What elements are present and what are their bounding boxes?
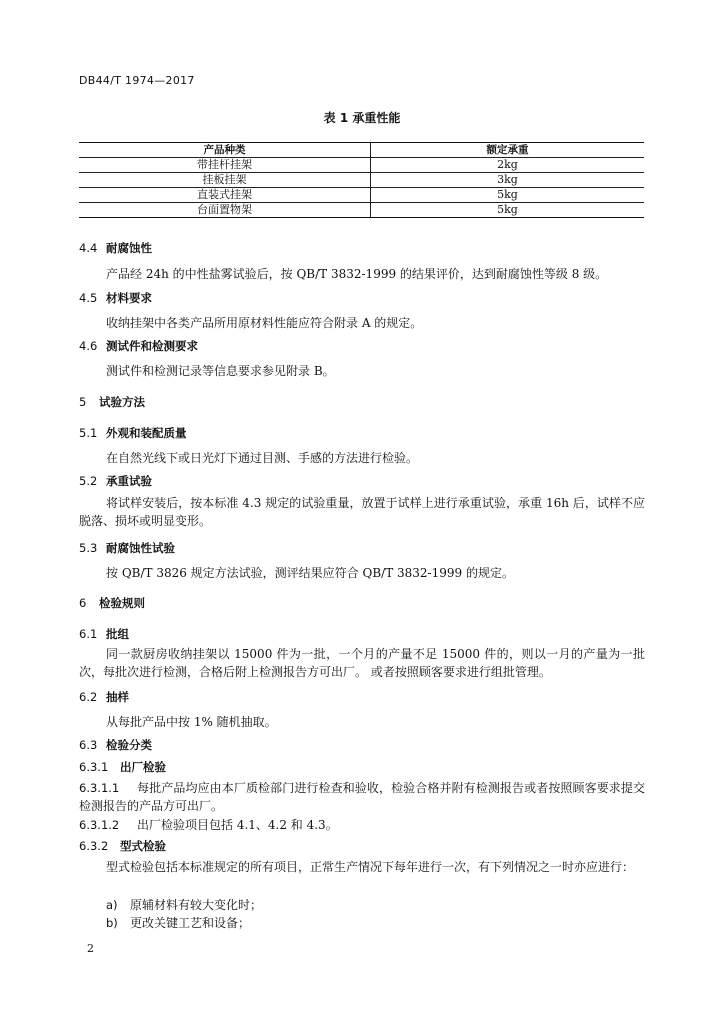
paragraph: 将试样安装后，按本标准 4.3 规定的试验重量，放置于试样上进行承重试验，承重 16h 后，试样不应脱落、损坏或明显变形。 xyxy=(79,496,645,528)
section-heading-6-1 xyxy=(79,626,129,642)
table-cell: 挂板挂架 xyxy=(79,173,371,188)
section-number: 6 xyxy=(79,596,87,610)
section-heading-4-5 xyxy=(79,290,152,306)
section-title: 材料要求 xyxy=(106,291,152,305)
clause-text: 出厂检验项目包括 4.1、4.2 和 4.3。 xyxy=(137,818,338,832)
load-capacity-table xyxy=(79,142,644,218)
table-row xyxy=(79,188,644,203)
list-item-text: 更改关键工艺和设备； xyxy=(130,916,251,930)
section-heading-6-2 xyxy=(79,689,129,705)
section-title: 测试件和检测要求 xyxy=(106,339,198,353)
table-cell: 带挂杆挂架 xyxy=(79,158,371,173)
section-number: 5 xyxy=(79,395,87,409)
section-heading-5 xyxy=(79,394,145,410)
section-heading-6 xyxy=(79,595,145,611)
section-heading-4-6 xyxy=(79,338,198,354)
clause-6-3-1-2 xyxy=(79,816,338,833)
page-number: 2 xyxy=(87,942,94,955)
section-heading-5-2 xyxy=(79,473,152,489)
table-cell: 5kg xyxy=(371,203,645,218)
section-heading-5-1 xyxy=(79,425,187,441)
paragraph: 按 QB/T 3826 规定方法试验，测评结果应符合 QB/T 3832-1999 的规定。 xyxy=(106,566,514,580)
section-title: 检验规则 xyxy=(99,596,145,610)
table-row xyxy=(79,203,644,218)
section-heading-4-4 xyxy=(79,240,152,256)
section-heading-5-3 xyxy=(79,540,175,556)
list-item xyxy=(106,914,250,931)
clause-6-3-1-1 xyxy=(79,779,645,815)
section-title: 抽样 xyxy=(106,690,129,704)
section-title: 检验分类 xyxy=(106,738,152,752)
table-cell: 5kg xyxy=(371,188,645,203)
section-number: 4.4 xyxy=(79,241,98,255)
section-title: 批组 xyxy=(106,627,129,641)
paragraph: 测试件和检测记录等信息要求参见附录 B。 xyxy=(106,364,335,378)
table-cell: 台面置物架 xyxy=(79,203,371,218)
section-number: 5.1 xyxy=(79,426,98,440)
paragraph: 从每批产品中按 1% 随机抽取。 xyxy=(106,715,277,729)
section-title: 承重试验 xyxy=(106,474,152,488)
section-title: 型式检验 xyxy=(120,839,166,853)
section-number: 4.6 xyxy=(79,339,98,353)
list-marker: b) xyxy=(106,916,118,930)
section-number: 5.3 xyxy=(79,541,98,555)
list-item xyxy=(106,896,262,913)
clause-text: 每批产品均应由本厂质检部门进行检查和验收，检验合格并附有检测报告或者按照顾客要求提交检测报告的产品方可出厂。 xyxy=(79,781,645,813)
section-title: 试验方法 xyxy=(99,395,145,409)
section-title: 耐腐蚀性 xyxy=(106,241,152,255)
section-number: 6.1 xyxy=(79,627,98,641)
table-row xyxy=(79,158,644,173)
section-number: 6.2 xyxy=(79,690,98,704)
standard-code: DB44/T 1974—2017 xyxy=(79,74,195,87)
list-marker: a) xyxy=(106,898,118,912)
clause-number: 6.3.1.2 xyxy=(79,818,120,832)
paragraph: 在自然光线下或日光灯下通过目测、手感的方法进行检验。 xyxy=(106,451,419,465)
section-title: 耐腐蚀性试验 xyxy=(106,541,175,555)
section-heading-6-3-2 xyxy=(79,838,166,854)
section-title: 出厂检验 xyxy=(120,760,166,774)
section-number: 6.3.2 xyxy=(79,839,109,853)
section-number: 6.3 xyxy=(79,738,98,752)
column-header: 产品种类 xyxy=(79,143,371,158)
section-number: 6.3.1 xyxy=(79,760,109,774)
table-cell: 3kg xyxy=(371,173,645,188)
section-heading-6-3 xyxy=(79,737,152,753)
section-heading-6-3-1 xyxy=(79,759,166,775)
paragraph: 收纳挂架中各类产品所用原材料性能应符合附录 A 的规定。 xyxy=(106,316,423,330)
section-number: 5.2 xyxy=(79,474,98,488)
paragraph: 产品经 24h 的中性盐雾试验后，按 QB/T 3832-1999 的结果评价，达到耐腐蚀性等级 8 级。 xyxy=(106,267,608,281)
section-title: 外观和装配质量 xyxy=(106,426,187,440)
table-cell: 直装式挂架 xyxy=(79,188,371,203)
paragraph: 型式检验包括本标准规定的所有项目，正常生产情况下每年进行一次，有下列情况之一时亦应进行： xyxy=(106,860,635,874)
paragraph: 同一款厨房收纳挂架以 15000 件为一批，一个月的产量不足 15000 件的，则以一月的产量为一批次，每批次进行检测，合格后附上检测报告方可出厂。 或者按照顾客要求进行组批管理。 xyxy=(79,647,645,679)
list-item-text: 原辅材料有较大变化时； xyxy=(130,898,263,912)
clause-number: 6.3.1.1 xyxy=(79,781,120,795)
table-title: 表 1 承重性能 xyxy=(323,111,401,125)
table-row xyxy=(79,173,644,188)
table-cell: 2kg xyxy=(371,158,645,173)
table-header-row xyxy=(79,143,644,158)
section-number: 4.5 xyxy=(79,291,98,305)
column-header: 额定承重 xyxy=(371,143,645,158)
